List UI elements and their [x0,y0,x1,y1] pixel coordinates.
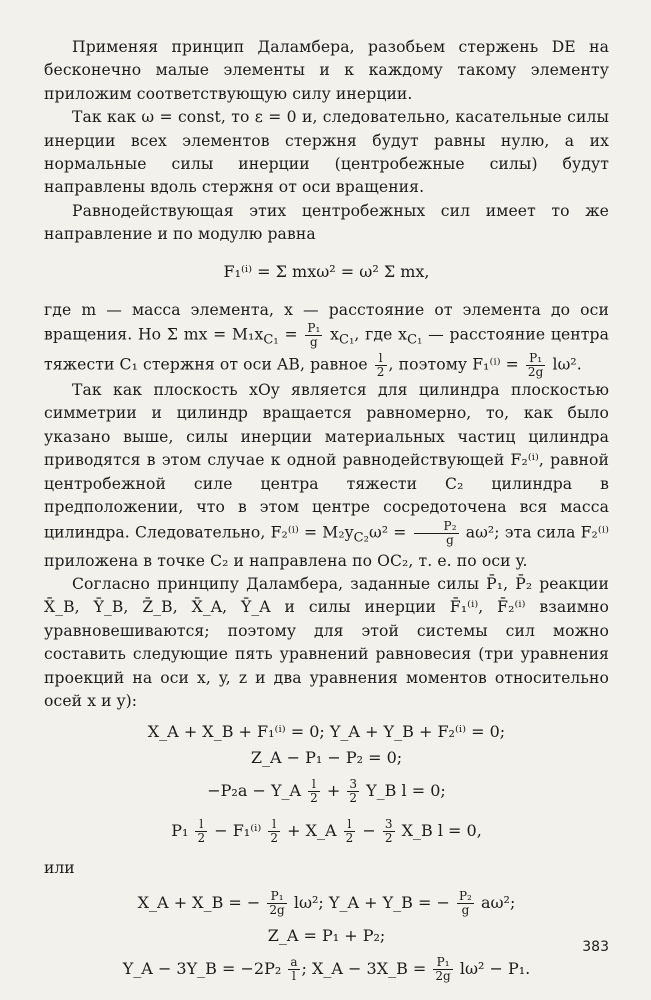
page-number: 383 [582,939,609,955]
paragraph-5: Так как плоскость xOy является для цилиндра плоскостью симметрии и цилиндр вращается равномерно, то, как было указано выше, силы инерции материальных частиц цилиндра приводятся в этом случае к одной равнодействующей F₂⁽ⁱ⁾, равной центробежной силе центра тяжести C₂ цилиндра в предположении, что в этом центре сосредоточена вся масса цилиндра. Следовательно, $F_2^{(i)} = M_2y_{C_2}\omega^2$ = $\frac{\text{P₂}}{g}$ aω²; эта сила F₂⁽ⁱ⁾ приложена в точке C₂ и направлена по OC₂, т. е. по оси y. [44,381,609,570]
equation-resultant-inertia: F₁⁽ⁱ⁾ = Σ mxω² = ω² Σ mx, [223,261,430,281]
equation-projection-z: Z_A − P₁ − P₂ = 0; [250,748,403,768]
equation-moment-y: P₁ $\frac{l}{2}$ − F₁⁽ⁱ⁾ $\frac{l}{2}$ + X_A $\frac{l}{2}$ − $\frac{3}{2}$ X_B l = 0, [171,817,482,846]
resulting-equations [44,883,609,989]
equation-result-2: Z_A = P₁ + P₂; [267,926,386,946]
fraction: $\frac{\text{P₁}}{g}$ [307,321,321,350]
equation-result-3: Y_A − 3Y_B = −2P₂ $\frac{a}{l}$ ; X_A − 3X_B = $\frac{\text{P₁}}{2g}$ lω² − P₁. [122,955,531,984]
fraction: $\frac{\text{P₂}}{g}$ [414,520,459,547]
connector-word: или [44,859,75,878]
fraction: $\frac{l}{2}$ [376,351,385,380]
paragraph-2: Так как ω = const, то ε = 0 и, следовательно, касательные силы инерции всех элементов стержня будут равны нулю, а их нормальные силы инерции (центробежные силы) будут направлены вдоль стержня от оси вращения. [44,108,609,197]
paragraph-6: Согласно принципу Даламбера, заданные силы P̄₁, P̄₂ реакции X̄_B, Ȳ_B, Z̄_B, X̄_A, Ȳ_A и силы инерции F̄₁⁽ⁱ⁾, F̄₂⁽ⁱ⁾ взаимно уравновешиваются; поэтому для этой системы сил можно составить следующие пять уравнений равновесия (три уравнения проекций на оси x, y, z и два уравнения моментов относительно осей x и y): [44,574,609,710]
paragraph-3: Равнодействующая этих центробежных сил имеет то же направление и по модулю равна [44,201,609,244]
equation-result-1: X_A + X_B = − $\frac{\text{P₁}}{2g}$ lω²; Y_A + Y_B = − $\frac{\text{P₂}}{g}$ aω²; [137,889,516,918]
paragraph-1: Применяя принцип Даламбера, разобьем стержень DE на бесконечно малые элементы и к каждому такому элементу приложим соответствующую силу инерции. [44,38,609,103]
fraction: $\frac{\text{P₁}}{2g}$ [527,351,544,380]
equilibrium-equations [44,719,609,851]
equation-moment-x: −P₂a − Y_A $\frac{l}{2}$ + $\frac{3}{2}$ Y_B l = 0; [207,777,446,806]
equation-projections-xy: X_A + X_B + F₁⁽ⁱ⁾ = 0; Y_A + Y_B + F₂⁽ⁱ⁾ = 0; [147,722,506,742]
paragraph-4: где m — масса элемента, x — расстояние от элемента до оси вращения. Но Σ mx = $M_1x_{C_1}$ = $\frac{\text{P₁}}{g}$ $x_{C_1}$, где $x_{C_1}$ — расстояние центра тяжести C₁ стержня от оси AB, равное $\frac{l}{2}$ , поэтому F₁⁽ⁱ⁾ = $\frac{\text{P₁}}{2g}$ lω². [44,300,610,380]
